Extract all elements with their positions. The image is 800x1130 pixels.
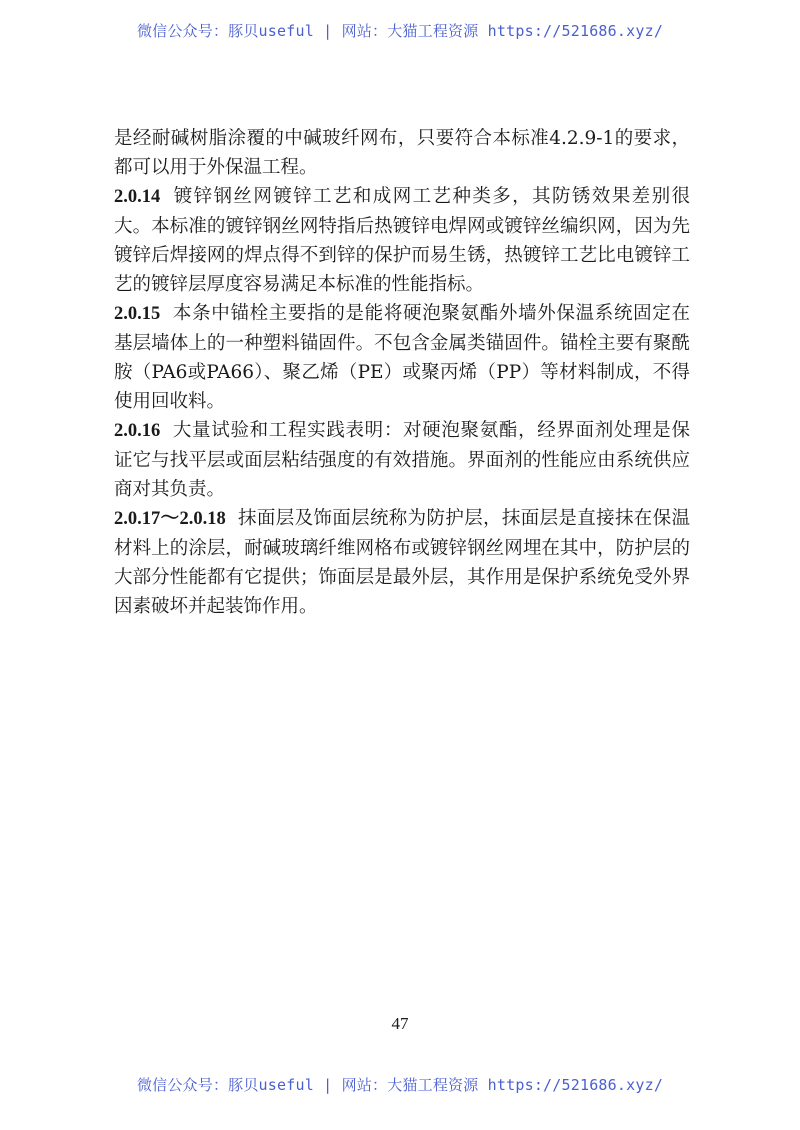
page-number: 47 (391, 1014, 409, 1033)
paragraph-text: 本条中锚栓主要指的是能将硬泡聚氨酯外墙外保温系统固定在基层墙体上的一种塑料锚固件。不包含金属类锚固件。锚栓主要有聚酰胺（PA6或PA66）、聚乙烯（PE）或聚丙烯（PP）等材料制成，不得使用回收料。 (114, 303, 690, 412)
clause-2-0-16 (114, 416, 690, 504)
clause-number: 2.0.17～2.0.18 (114, 509, 226, 529)
clause-2-0-15 (114, 299, 690, 416)
paragraph-text: 是经耐碱树脂涂覆的中碱玻纤网布，只要符合本标准4.2.9-1的要求，都可以用于外保温工程。 (114, 128, 690, 178)
paragraph-text: 抹面层及饰面层统称为防护层，抹面层是直接抹在保温材料上的涂层，耐碱玻璃纤维网格布或镀锌钢丝网埋在其中，防护层的大部分性能都有它提供；饰面层是最外层，其作用是保护系统免受外界因素破坏并起装饰作用。 (114, 508, 690, 617)
clause-2-0-17-18 (114, 504, 690, 621)
clause-number: 2.0.14 (114, 187, 161, 207)
clause-number: 2.0.16 (114, 421, 161, 441)
document-body (114, 124, 690, 621)
paragraph-text: 大量试验和工程实践表明：对硬泡聚氨酯，经界面剂处理是保证它与找平层或面层粘结强度的有效措施。界面剂的性能应由系统供应商对其负责。 (114, 420, 690, 500)
watermark-footer: 微信公众号：豚贝useful | 网站：大猫工程资源 https://521686.xyz/ (136, 1076, 664, 1094)
clause-2-0-14 (114, 182, 690, 299)
paragraph-text: 镀锌钢丝网镀锌工艺和成网工艺种类多，其防锈效果差别很大。本标准的镀锌钢丝网特指后热镀锌电焊网或镀锌丝编织网，因为先镀锌后焊接网的焊点得不到锌的保护而易生锈，热镀锌工艺比电镀锌工艺的镀锌层厚度容易满足本标准的性能指标。 (114, 186, 690, 295)
paragraph-continuation (114, 124, 690, 182)
watermark-header: 微信公众号：豚贝useful | 网站：大猫工程资源 https://521686.xyz/ (136, 22, 664, 40)
clause-number: 2.0.15 (114, 304, 161, 324)
